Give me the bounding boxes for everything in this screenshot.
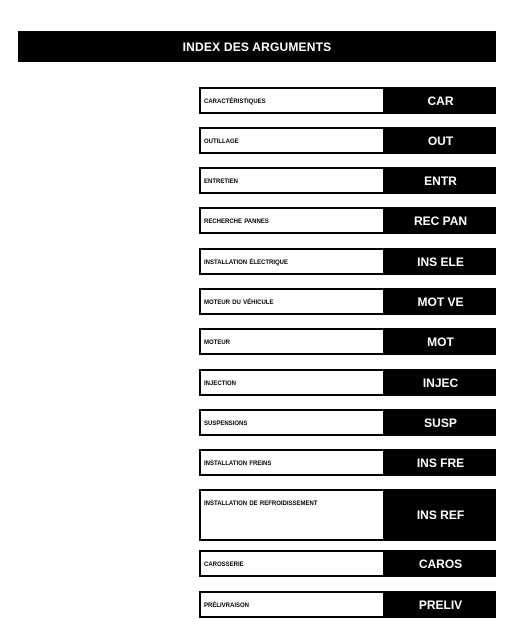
index-row-code: INS REF: [385, 489, 496, 541]
index-row-code: REC PAN: [385, 207, 496, 234]
index-row-label: entretien: [199, 167, 385, 194]
index-row-label: suspensions: [199, 409, 385, 436]
index-row-label: outillage: [199, 127, 385, 154]
index-row-code: INS FRE: [385, 449, 496, 476]
index-row-label: installation freins: [199, 449, 385, 476]
index-row-label: carosserie: [199, 550, 385, 577]
index-row-label: recherche pannes: [199, 207, 385, 234]
index-row-label: installation de refroidissement: [199, 489, 385, 541]
index-row-entretien[interactable]: [199, 167, 496, 194]
index-row-injection[interactable]: [199, 369, 496, 396]
index-row-code: MOT: [385, 328, 496, 355]
index-row-carosserie[interactable]: [199, 550, 496, 577]
index-row-outillage[interactable]: [199, 127, 496, 154]
index-row-code: OUT: [385, 127, 496, 154]
index-row-code: ENTR: [385, 167, 496, 194]
index-row-code: MOT VE: [385, 288, 496, 315]
index-header: [18, 31, 496, 62]
index-row-label: injection: [199, 369, 385, 396]
index-row-label: moteur: [199, 328, 385, 355]
index-row-code: INS ELE: [385, 248, 496, 275]
index-row-label: caractéristiques: [199, 87, 385, 114]
index-row-installation-electrique[interactable]: [199, 248, 496, 275]
index-row-label: installation électrique: [199, 248, 385, 275]
index-row-recherche-pannes[interactable]: [199, 207, 496, 234]
index-row-code: CAR: [385, 87, 496, 114]
index-row-code: CAROS: [385, 550, 496, 577]
index-row-moteur[interactable]: [199, 328, 496, 355]
index-row-code: SUSP: [385, 409, 496, 436]
index-row-installation-freins[interactable]: [199, 449, 496, 476]
index-row-suspensions[interactable]: [199, 409, 496, 436]
index-row-label: moteur du véhicule: [199, 288, 385, 315]
index-row-prelivraison[interactable]: [199, 591, 496, 618]
index-row-moteur-du-vehicule[interactable]: [199, 288, 496, 315]
index-row-code: INJEC: [385, 369, 496, 396]
index-row-code: PRELIV: [385, 591, 496, 618]
index-row-installation-refroidissement[interactable]: [199, 489, 496, 541]
index-row-caracteristiques[interactable]: [199, 87, 496, 114]
index-row-label: prélivraison: [199, 591, 385, 618]
index-title: INDEX DES ARGUMENTS: [182, 39, 332, 54]
